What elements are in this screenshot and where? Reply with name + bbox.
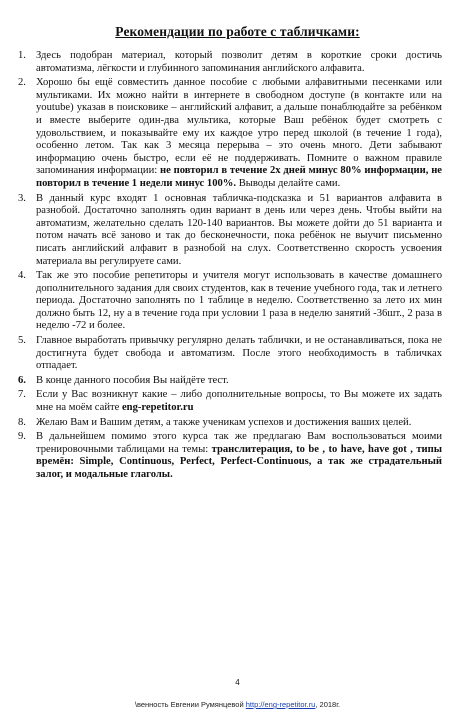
list-item bbox=[18, 77, 442, 190]
list-item-bold-text: транслитерация, to be , to have, have got , типы времён: Simple, Continuous, Perfect, Perfect-Continuous, а так же страдательный залог, и модальные глаголы. bbox=[36, 443, 442, 480]
list-item bbox=[18, 417, 442, 430]
list-item-text: Выводы делайте сами. bbox=[236, 177, 341, 189]
list-item-number: 6. bbox=[18, 374, 26, 386]
list-item-number: 5. bbox=[18, 335, 26, 347]
list-item bbox=[18, 375, 442, 388]
page-title: Рекомендации по работе с табличками: bbox=[115, 24, 360, 39]
footer-suffix: , 2018г. bbox=[315, 700, 341, 709]
list-item-text: Так же это пособие репетиторы и учителя могут использовать в качестве домашнего дополнительного задания для своих студентов, как в течение учебного года, так и летнего периода. Достаточно заполнять по 1 таблице в неделю. Соответственно за лето их мин должно быть 12, ну а в течение года при условии 1 раза в неделю занятий -36шт., 2 раза в неделю -72 и более. bbox=[36, 270, 442, 332]
list-item-number: 7. bbox=[18, 389, 26, 401]
list-item-number: 4. bbox=[18, 270, 26, 282]
list-item-text: Главное выработать привычку регулярно делать таблички, и не останавливаться, пока не достигнута будет свобода и автоматизм. После этого необходимость в табличках отпадает. bbox=[36, 335, 442, 372]
list-item-number: 8. bbox=[18, 416, 26, 428]
list-item-bold-text: eng-repetitor.ru bbox=[121, 402, 194, 414]
list-item-bold-text: не повторил в течение 2х дней минус 80% информации, не повторил в течение 1 недели минус 100%. bbox=[36, 165, 443, 189]
list-item bbox=[18, 389, 442, 414]
list-item-number: 9. bbox=[18, 431, 26, 443]
list-item bbox=[18, 431, 442, 481]
list-item-text: В конце данного пособия Вы найдёте тест. bbox=[36, 374, 229, 386]
recommendations-list bbox=[18, 50, 442, 484]
list-item bbox=[18, 270, 442, 333]
list-item-text: В данный курс входят 1 основная табличка-подсказка и 51 вариантов алфавита в разнобой. Достаточно заполнять один вариант в день или через день. Чтобы выйти на автоматизм, желательно сделать 120-140 вариантов. Вы можете дойти до 51 варианта и потом начать всё заново и так до бесконечности, пока ребёнок не выучит письменно писать английский алфавит в разнобой на слух. Соответственно скорость усвоения материала вы регулируете сами. bbox=[36, 192, 442, 267]
list-item bbox=[18, 335, 442, 373]
list-item-text: Желаю Вам и Вашим детям, а также ученикам успехов и достижения ваших целей. bbox=[36, 416, 412, 428]
list-item-text: Хорошо бы ещё совместить данное пособие с любыми алфавитными песенками или мультиками. Их можно найти в интернете в свободном доступе (в контакте или на youtube) указав в поисковике – английский алфавит, а дальше понаблюдайте за ребёнком и вместе выберите один-два мультика, которые Ваш ребёнок будет смотреть с удовольствием, и показывайте ему их каждое утро перед школой (в течение 1 года), особенно летом. Так как 3 месяца перерыва – это очень много. Дети забывают информацию очень быстро, если её не поддерживать. Помните о важном правиле запоминания информации: bbox=[36, 77, 442, 177]
list-item bbox=[18, 50, 442, 75]
list-item-text: В дальнейшем помимо этого курса так же предлагаю Вам воспользоваться моими тренировочными таблицами на темы: bbox=[36, 431, 442, 455]
list-item-number: 2. bbox=[18, 77, 26, 89]
list-item-text: Здесь подобран материал, который позволит детям в короткие сроки достичь автоматизма, лёгкости и глубинного запоминания английского алфавита. bbox=[36, 50, 442, 74]
footer-copyright bbox=[0, 700, 475, 709]
page-number: 4 bbox=[235, 678, 240, 687]
footer-link[interactable]: http://eng-repetitor.ru bbox=[245, 700, 316, 709]
list-item-text: Если у Вас возникнут какие – либо дополнительные вопросы, то Вы можете их задать мне на моём сайте bbox=[36, 389, 442, 414]
list-item bbox=[18, 193, 442, 269]
list-item-number: 1. bbox=[18, 50, 26, 61]
footer-prefix: \венность Евгении Румянцевой bbox=[134, 700, 246, 709]
list-item-number: 3. bbox=[18, 192, 26, 204]
